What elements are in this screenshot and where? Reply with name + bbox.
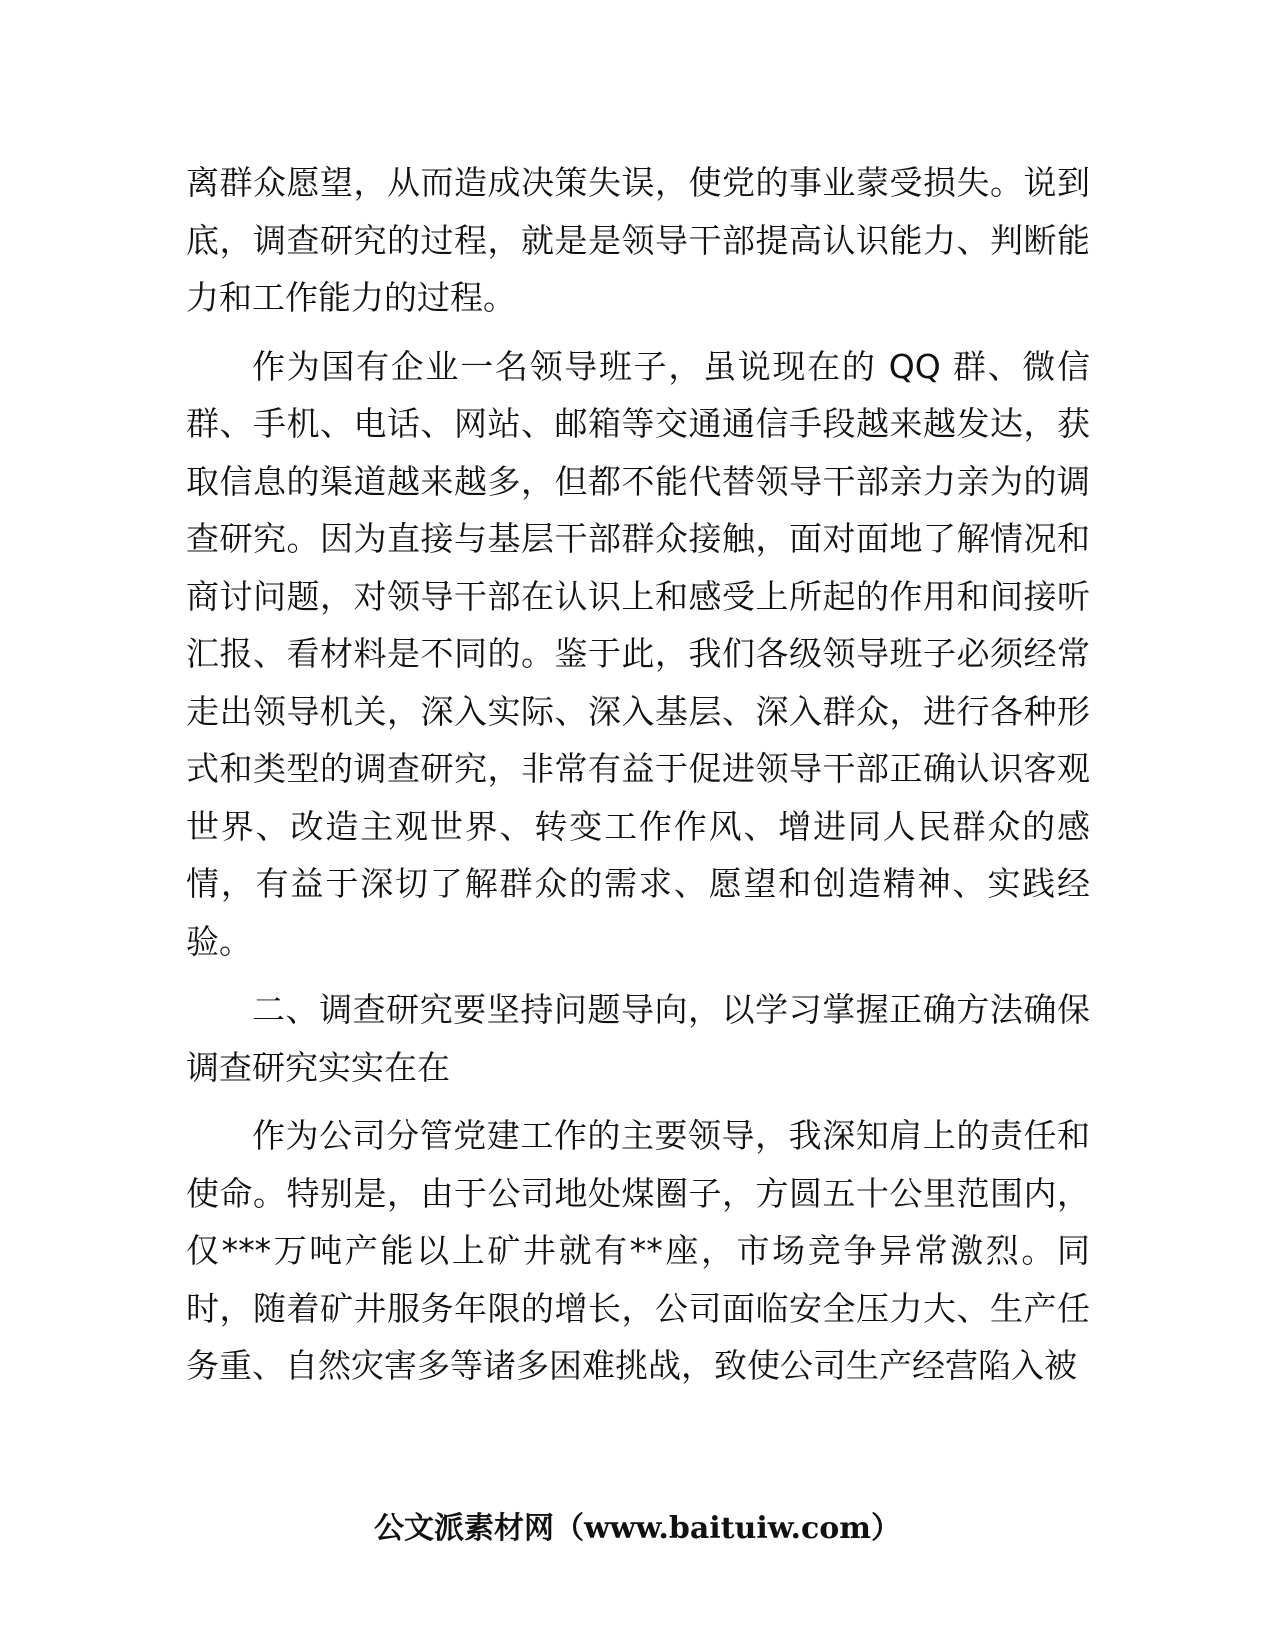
paragraph-3: 作为公司分管党建工作的主要领导，我深知肩上的责任和使命。特别是，由于公司地处煤圈子，方圆五十公里范围内，仅***万吨产能以上矿井就有**座，市场竞争异常激烈。同时，随着矿井服务年限的增长，公司面临安全压力大、生产任务重、自然灾害多等诸多困难挑战，致使公司生产经营陷入被 [186, 1116, 1090, 1385]
section-heading-2: 二、调查研究要坚持问题导向，以学习掌握正确方法确保调查研究实实在在 [186, 990, 1090, 1087]
paragraph-2: 作为国有企业一名领导班子，虽说现在的 QQ 群、微信群、手机、电话、网站、邮箱等交通通信手段越来越发达，获取信息的渠道越来越多，但都不能代替领导干部亲力亲为的调查研究。因为直接与基层干部群众接触，面对面地了解情况和商讨问题，对领导干部在认识上和感受上所起的作用和间接听汇报、看材料是不同的。鉴于此，我们各级领导班子必须经常走出领导机关，深入实际、深入基层、深入群众，进行各种形式和类型的调查研究，非常有益于促进领导干部正确认识客观世界、改造主观世界、转变工作作风、增进同人民群众的感情，有益于深切了解群众的需求、愿望和创造精神、实践经验。 [186, 346, 1090, 961]
document-body [186, 154, 1090, 1406]
paragraph-1: 离群众愿望，从而造成决策失误，使党的事业蒙受损失。说到底，调查研究的过程，就是是领导干部提高认识能力、判断能力和工作能力的过程。 [186, 163, 1090, 317]
footer-source-label: 公文派素材网（www.baituiw.com） [373, 1511, 902, 1546]
